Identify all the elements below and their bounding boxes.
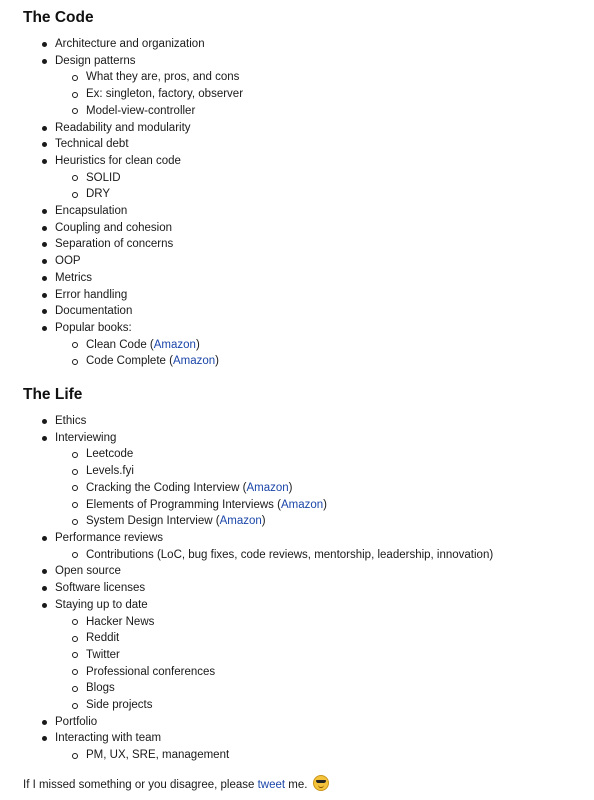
code-topic-list — [23, 36, 594, 370]
list-item-text: Architecture and organization — [55, 38, 205, 50]
list-item — [41, 120, 594, 137]
list-item-text: Interacting with team — [55, 732, 162, 745]
sub-list-item — [72, 353, 594, 370]
amazon-link[interactable]: Amazon — [246, 481, 289, 494]
closing-paren: ) — [261, 515, 266, 528]
sub-list — [41, 337, 594, 370]
sub-list-item-text: Professional conferences — [86, 665, 216, 678]
sub-list-item — [72, 697, 594, 714]
list-item — [41, 303, 594, 320]
sub-list-item-text: System Design Interview ( — [86, 515, 220, 528]
list-item — [41, 270, 594, 287]
tweet-link[interactable]: tweet — [257, 778, 286, 791]
list-item — [41, 53, 594, 120]
list-item-text: Encapsulation — [55, 205, 128, 218]
closing-note — [23, 775, 594, 793]
sub-list-item — [72, 513, 594, 530]
sub-list-item-text: Reddit — [86, 632, 120, 645]
sub-list-item-text: SOLID — [86, 171, 121, 184]
section-heading-the-life: The Life — [23, 386, 83, 404]
sub-list-item-text: Twitter — [86, 648, 120, 661]
sub-list-item-text: PM, UX, SRE, management — [86, 749, 230, 762]
list-item-text: Staying up to date — [55, 598, 148, 611]
sub-list — [41, 614, 594, 714]
list-item-text: Popular books: — [55, 321, 132, 334]
sub-list-item-text: DRY — [86, 188, 111, 201]
list-item-text: Readability and modularity — [55, 121, 191, 134]
sub-list-item-text: Side projects — [86, 699, 153, 712]
list-item — [41, 220, 594, 237]
closing-note-text: If I missed something or you disagree, please — [23, 778, 258, 791]
list-item — [41, 563, 594, 580]
sub-list-item — [72, 170, 594, 187]
list-item — [41, 413, 594, 430]
sub-list — [41, 547, 594, 564]
life-topic-list — [23, 413, 594, 764]
list-item — [41, 36, 594, 53]
sub-list-item — [72, 103, 594, 120]
list-item — [41, 714, 594, 731]
sub-list-item — [72, 614, 594, 631]
amazon-link[interactable]: Amazon — [280, 498, 324, 511]
sub-list-item — [72, 480, 594, 497]
list-item — [41, 236, 594, 253]
sub-list-item — [72, 186, 594, 203]
list-item-text: Coupling and cohesion — [55, 221, 173, 234]
sub-list-item-text: Elements of Programming Interviews ( — [86, 498, 281, 511]
sub-list-item — [72, 630, 594, 647]
sub-list-item-text: Code Complete ( — [86, 355, 173, 368]
list-item — [41, 253, 594, 270]
list-item-text: Technical debt — [55, 138, 129, 151]
sub-list-item-text: Cracking the Coding Interview ( — [86, 481, 247, 494]
sub-list-item — [72, 69, 594, 86]
closing-paren: ) — [288, 481, 293, 494]
sub-list-item-text: What they are, pros, and cons — [86, 71, 240, 84]
list-item — [41, 287, 594, 304]
list-item-text: Metrics — [55, 271, 93, 284]
list-item — [41, 136, 594, 153]
sub-list-item-text: Hacker News — [86, 615, 155, 628]
sub-list-item — [72, 337, 594, 354]
sub-list-item-text: Levels.fyi — [86, 465, 134, 478]
list-item — [41, 153, 594, 203]
sub-list — [41, 170, 594, 203]
list-item-text: Ethics — [55, 415, 87, 428]
list-item — [41, 320, 594, 370]
list-item-text: Design patterns — [55, 54, 136, 67]
sub-list-item-text: Clean Code ( — [86, 338, 154, 351]
sub-list-item — [72, 497, 594, 514]
sub-list — [41, 747, 594, 764]
list-item — [41, 530, 594, 563]
list-item-text: Separation of concerns — [55, 238, 174, 251]
closing-paren: ) — [323, 498, 327, 511]
list-item-text: OOP — [55, 255, 81, 268]
closing-note-end: me. — [285, 778, 308, 791]
sub-list-item-text: Model-view-controller — [86, 104, 196, 117]
closing-paren: ) — [215, 355, 219, 368]
sub-list-item-text: Contributions (LoC, bug fixes, code reviews, mentorship, leadership, innovation) — [86, 548, 494, 561]
sub-list-item — [72, 747, 594, 764]
list-item-text: Portfolio — [55, 715, 98, 728]
sub-list-item-text: Leetcode — [86, 448, 134, 461]
list-item — [41, 730, 594, 763]
sub-list-item-text: Blogs — [86, 682, 115, 695]
list-item-text: Heuristics for clean code — [55, 154, 181, 167]
closing-paren: ) — [195, 338, 200, 351]
sub-list-item — [72, 664, 594, 681]
amazon-link[interactable]: Amazon — [219, 515, 262, 528]
sub-list — [41, 69, 594, 119]
list-item-text: Documentation — [55, 305, 133, 318]
sub-list-item — [72, 446, 594, 463]
list-item — [41, 430, 594, 530]
list-item — [41, 580, 594, 597]
sub-list-item — [72, 463, 594, 480]
sub-list-item — [72, 86, 594, 103]
sub-list-item — [72, 680, 594, 697]
list-item-text: Interviewing — [55, 431, 117, 444]
list-item — [41, 597, 594, 714]
sub-list — [41, 446, 594, 530]
amazon-link[interactable]: Amazon — [153, 338, 196, 351]
list-item — [41, 203, 594, 220]
sub-list-item — [72, 647, 594, 664]
list-item-text: Error handling — [55, 288, 128, 301]
section-heading-the-code: The Code — [23, 9, 94, 26]
smiling-face-with-sunglasses-icon — [313, 775, 329, 791]
list-item-text: Open source — [55, 565, 121, 578]
list-item-text: Performance reviews — [55, 531, 164, 544]
sub-list-item — [72, 547, 594, 564]
amazon-link[interactable]: Amazon — [172, 355, 216, 368]
list-item-text: Software licenses — [55, 582, 146, 595]
sub-list-item-text: Ex: singleton, factory, observer — [86, 88, 244, 101]
